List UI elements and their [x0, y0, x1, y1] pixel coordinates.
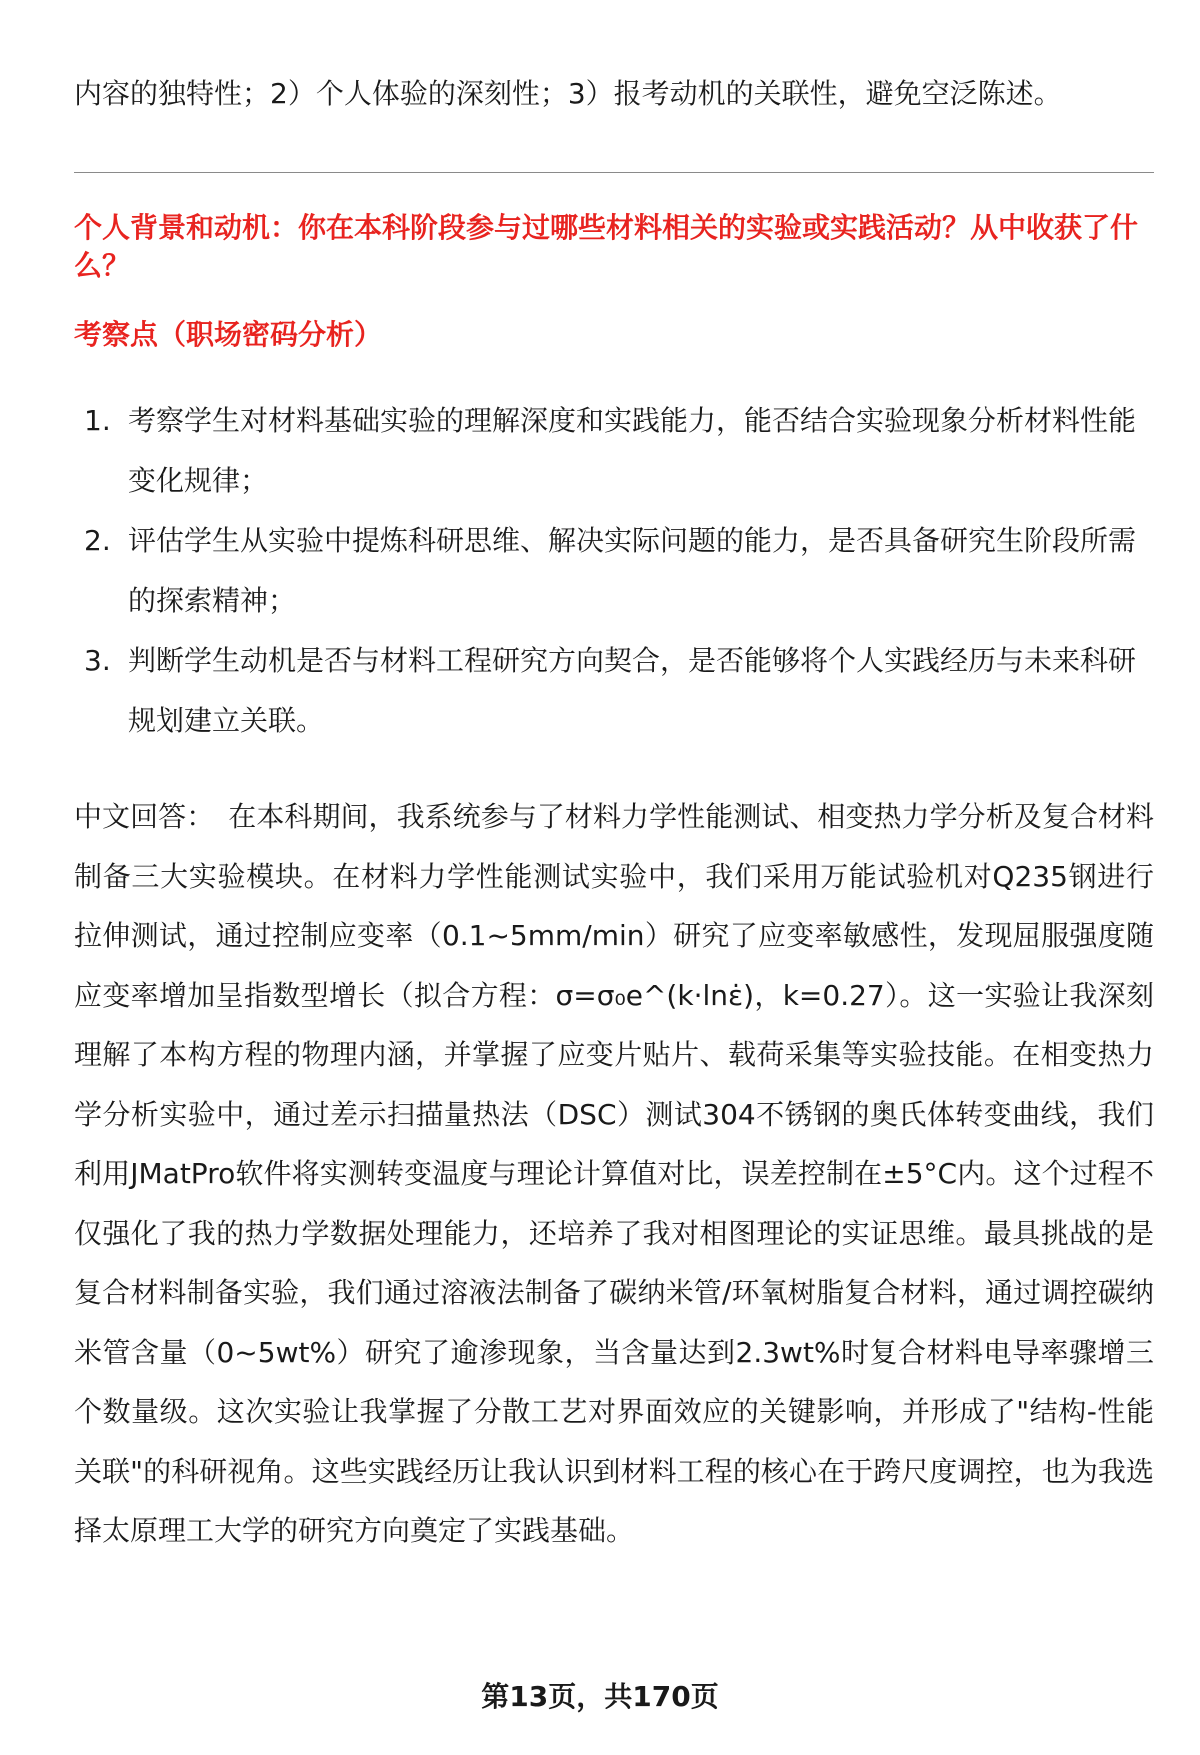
section-divider — [74, 172, 1154, 173]
question-heading: 个人背景和动机：你在本科阶段参与过哪些材料相关的实验或实践活动？从中收获了什么？ — [74, 211, 1139, 282]
list-item — [74, 511, 1154, 631]
list-item — [74, 631, 1154, 751]
page-number-footer: 第13页，共170页 — [481, 1680, 719, 1713]
answer-label: 中文回答： — [74, 800, 215, 833]
intro-continuation: 内容的独特性；2）个人体验的深刻性；3）报考动机的关联性，避免空泛陈述。 — [74, 77, 1062, 110]
list-item-number: 1. — [84, 404, 111, 437]
analysis-label: 考察点（职场密码分析） — [74, 318, 383, 351]
answer-text: 在本科期间，我系统参与了材料力学性能测试、相变热力学分析及复合材料制备三大实验模块。在材料力学性能测试实验中，我们采用万能试验机对Q235钢进行拉伸测试，通过控制应变率（0.1~5mm/min）研究了应变率敏感性，发现屈服强度随应变率增加呈指数型增长（拟合方程：σ=σ₀e^(k·lnε̇)，k=0.27）。这一实验让我深刻理解了本构方程的物理内涵，并掌握了应变片贴片、载荷采集等实验技能。在相变热力学分析实验中，通过差示扫描量热法（DSC）测试304不锈钢的奥氏体转变曲线，我们利用JMatPro软件将实测转变温度与理论计算值对比，误差控制在±5°C内。这个过程不仅强化了我的热力学数据处理能力，还培养了我对相图理论的实证思维。最具挑战的是复合材料制备实验，我们通过溶液法制备了碳纳米管/环氧树脂复合材料，通过调控碳纳米管含量（0~5wt%）研究了逾渗现象，当含量达到2.3wt%时复合材料电导率骤增三个数量级。这次实验让我掌握了分散工艺对界面效应的关键影响，并形成了"结构-性能关联"的科研视角。这些实践经历让我认识到材料工程的核心在于跨尺度调控，也为我选择太原理工大学的研究方向奠定了实践基础。 — [74, 800, 1154, 1547]
list-item-text: 考察学生对材料基础实验的理解深度和实践能力，能否结合实验现象分析材料性能变化规律； — [128, 404, 1137, 497]
list-item-text: 判断学生动机是否与材料工程研究方向契合，是否能够将个人实践经历与未来科研规划建立关联。 — [128, 644, 1137, 737]
answer-paragraph — [74, 787, 1154, 1561]
page-content — [74, 72, 1154, 1561]
list-item — [74, 391, 1154, 511]
list-item-number: 2. — [84, 524, 111, 557]
list-item-number: 3. — [84, 644, 111, 677]
analysis-points-list — [74, 391, 1154, 751]
list-item-text: 评估学生从实验中提炼科研思维、解决实际问题的能力，是否具备研究生阶段所需的探索精神； — [128, 524, 1137, 617]
